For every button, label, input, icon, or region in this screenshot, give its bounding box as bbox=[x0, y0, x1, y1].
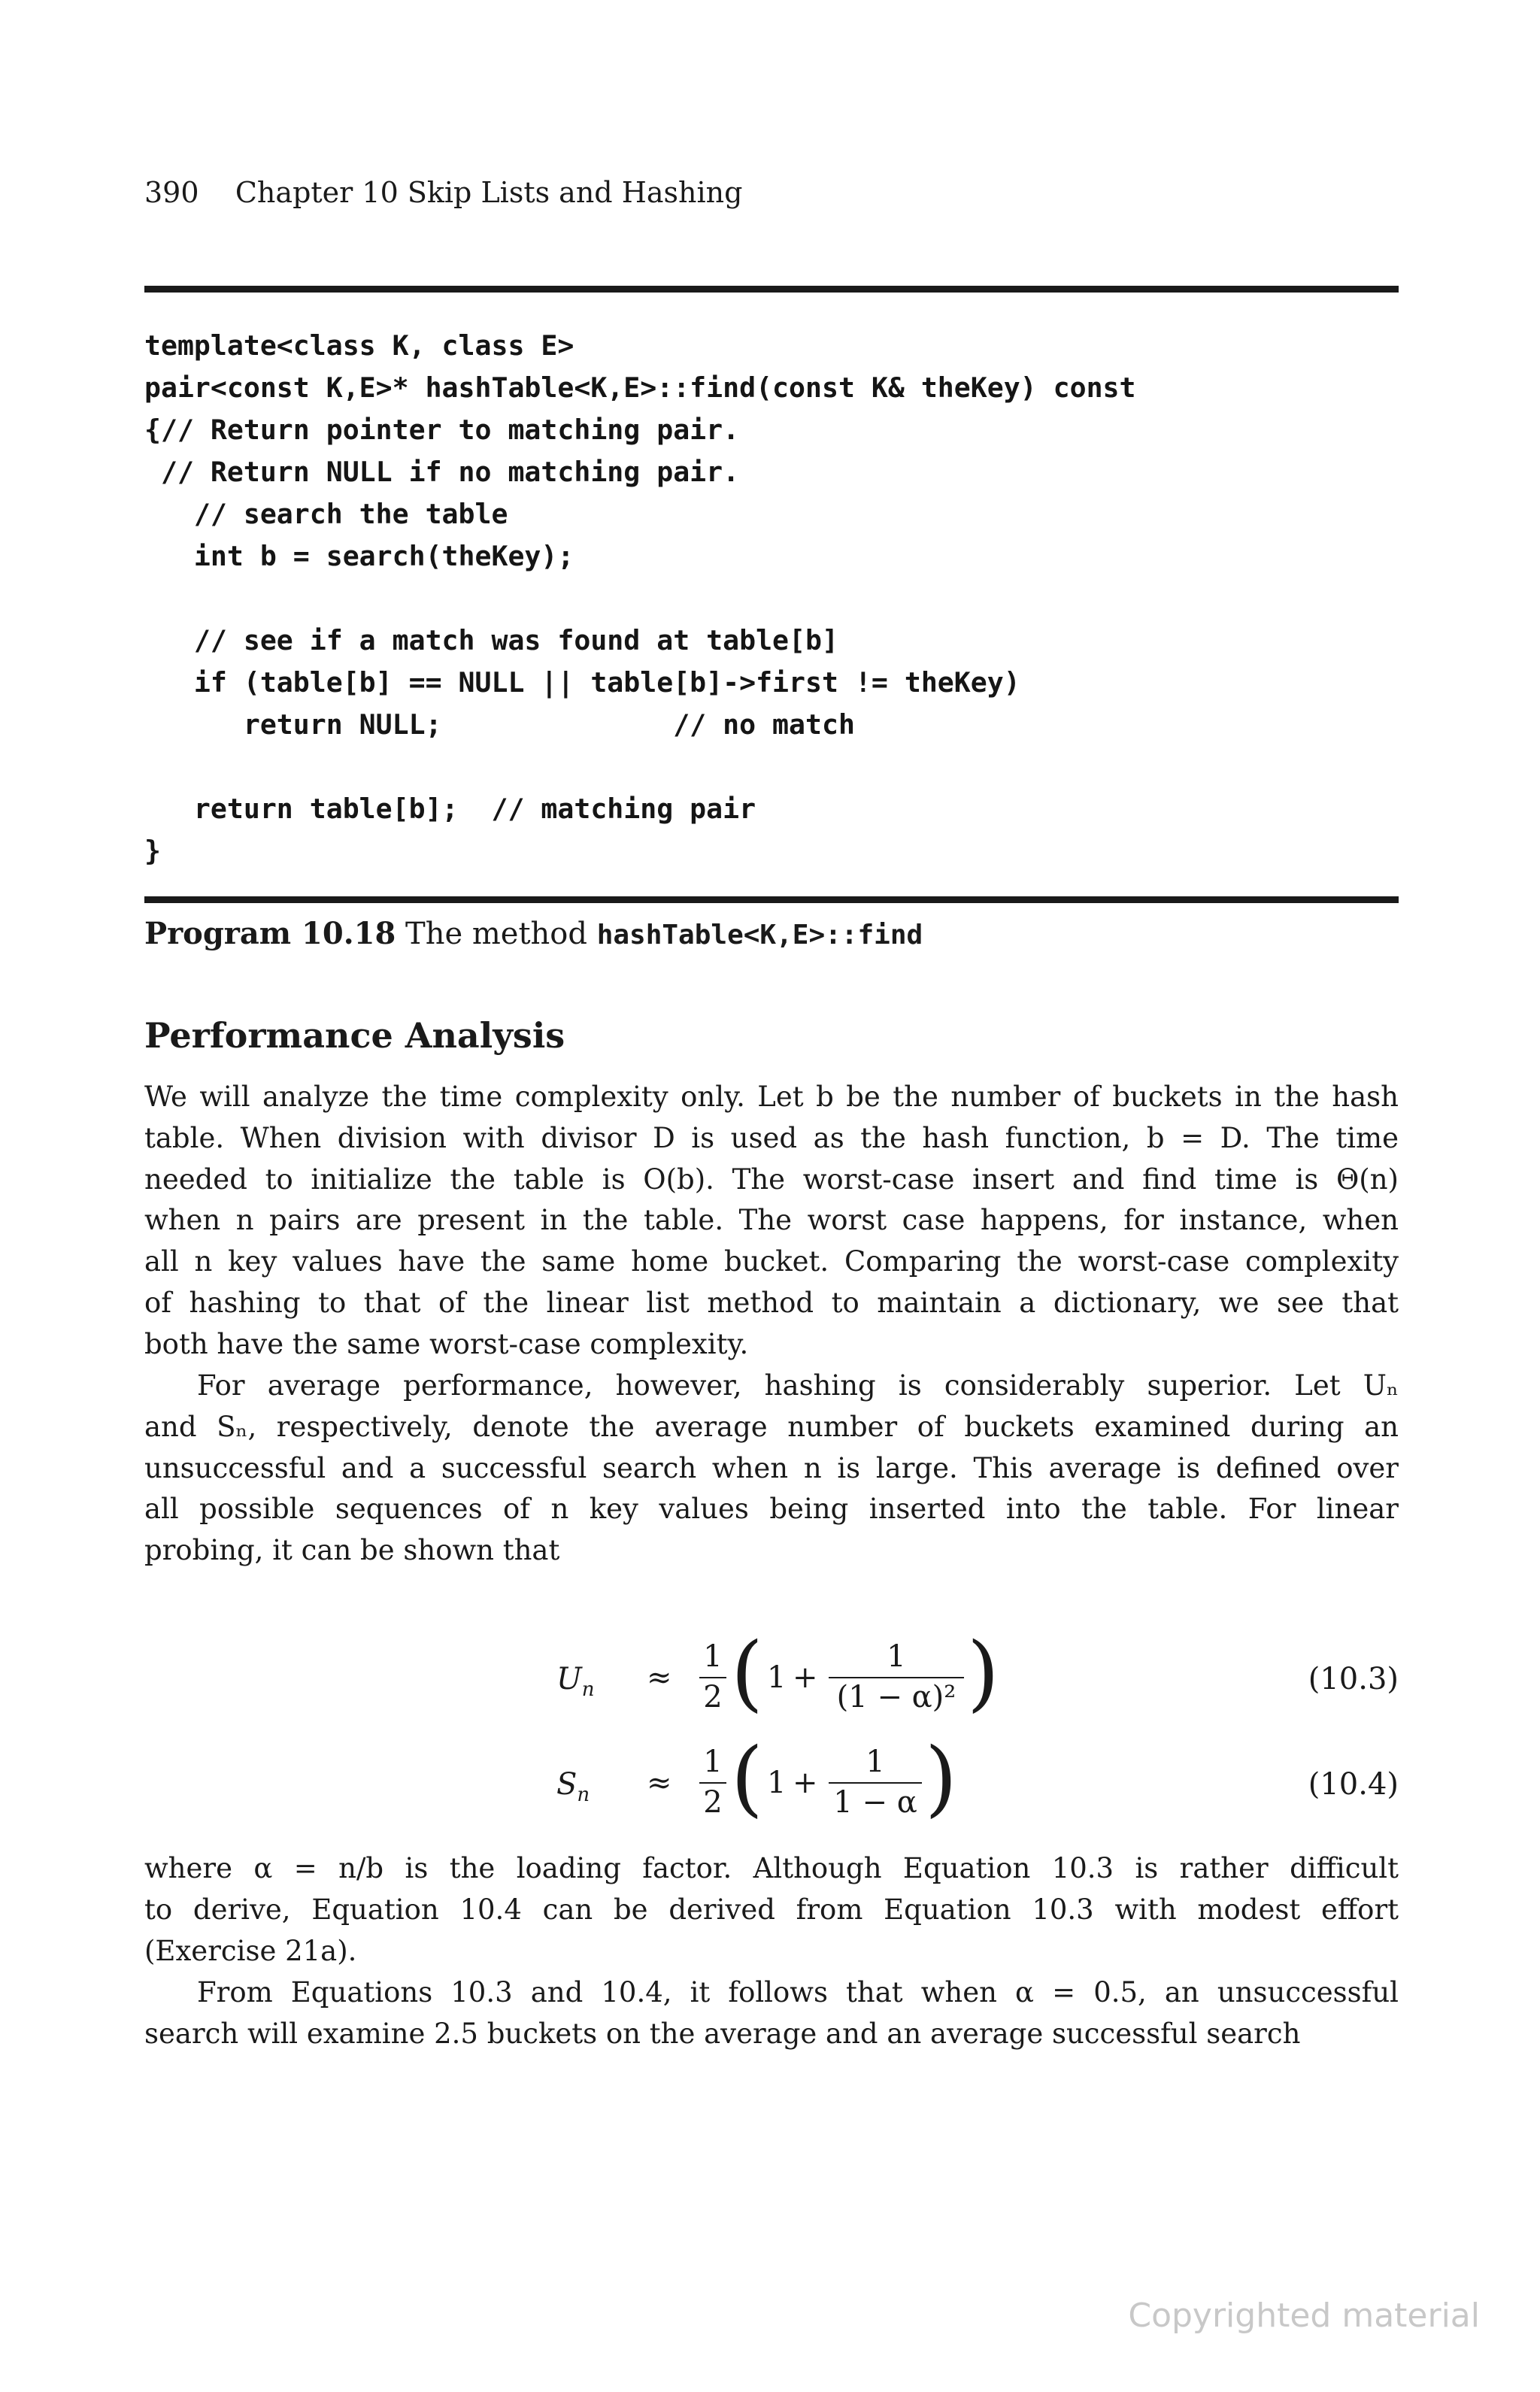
caption-code: hashTable<K,E>::find bbox=[596, 920, 923, 950]
text-line: both have the same worst-case complexity. bbox=[144, 1327, 749, 1360]
code-line: return NULL; // no match bbox=[144, 708, 855, 741]
code-listing bbox=[144, 325, 1136, 872]
program-caption bbox=[144, 916, 923, 951]
text-line: (Exercise 21a). bbox=[144, 1934, 357, 1967]
text-line: needed to initialize the table is O(b). The worst-case insert and find time is Θ(n) bbox=[144, 1163, 1399, 1196]
text-line: all possible sequences of n key values being inserted into the table. For linear bbox=[144, 1493, 1399, 1526]
text-line: We will analyze the time complexity only. Let b be the number of buckets in the hash bbox=[144, 1081, 1399, 1113]
paragraph-3 bbox=[144, 1848, 1399, 1972]
text-line: unsuccessful and a successful search when n is large. This average is defined over bbox=[144, 1451, 1399, 1484]
eq1-approx: ≈ bbox=[647, 1660, 672, 1695]
code-line: {// Return pointer to matching pair. bbox=[144, 414, 740, 446]
code-line: } bbox=[144, 835, 161, 867]
eq2-inner-fraction: $\frac{1}{1 - \alpha}$ bbox=[829, 1743, 922, 1821]
code-line bbox=[144, 578, 1136, 620]
running-title: Chapter 10 Skip Lists and Hashing bbox=[235, 176, 743, 209]
section-heading: Performance Analysis bbox=[144, 1015, 565, 1056]
equation-block bbox=[541, 1624, 1406, 1850]
code-line: int b = search(theKey); bbox=[144, 540, 574, 572]
equation-10-4: $S_n$ ≈ $\frac{1}{2}$ ( 1 + $\frac{1}{1 - \alpha}$ ) (10.4) bbox=[556, 1730, 1399, 1826]
top-rule bbox=[144, 286, 1399, 293]
text-line: probing, it can be shown that bbox=[144, 1534, 560, 1567]
text-line: and Sₙ, respectively, denote the average number of buckets examined during an bbox=[144, 1410, 1399, 1443]
bottom-rule bbox=[144, 896, 1399, 903]
code-line: // search the table bbox=[144, 498, 508, 530]
text-line: when n pairs are present in the table. The worst case happens, for instance, when bbox=[144, 1204, 1399, 1237]
eq2-number: (10.4) bbox=[1308, 1767, 1399, 1802]
code-line bbox=[144, 746, 1136, 788]
eq1-number: (10.3) bbox=[1308, 1662, 1399, 1696]
paragraph-1 bbox=[144, 1077, 1399, 1366]
equation-10-3: $U_n$ ≈ $\frac{1}{2}$ ( 1 + $\frac{1}{\text{(1 − α)²}}$ ) (10.3) bbox=[556, 1624, 1399, 1720]
eq2-lhs: $S_n$ bbox=[556, 1767, 590, 1806]
eq2-approx: ≈ bbox=[647, 1766, 672, 1800]
text-line: to derive, Equation 10.4 can be derived from Equation 10.3 with modest effort bbox=[144, 1893, 1399, 1926]
running-head bbox=[144, 176, 742, 209]
text-line: For average performance, however, hashing is considerably superior. Let Uₙ bbox=[197, 1369, 1399, 1402]
text-line: all n key values have the same home bucket. Comparing the worst-case complexity bbox=[144, 1245, 1399, 1278]
code-line: // see if a match was found at table[b] bbox=[144, 624, 838, 656]
code-line: template<class K, class E> bbox=[144, 329, 574, 362]
eq1-inner-fraction: $\frac{1}{\text{(1 − α)²}}$ bbox=[829, 1638, 964, 1716]
code-line: return table[b]; // matching pair bbox=[144, 793, 756, 825]
text-line: table. When division with divisor D is used as the hash function, b = D. The time bbox=[144, 1121, 1399, 1154]
code-line: // Return NULL if no matching pair. bbox=[144, 456, 740, 488]
eq2-half: $\frac{1}{2}$ bbox=[699, 1743, 726, 1821]
text-line: search will examine 2.5 buckets on the average and an average successful search bbox=[144, 2017, 1301, 2050]
paragraph-4 bbox=[144, 1972, 1399, 2055]
eq1-lhs: $U_n$ bbox=[556, 1662, 595, 1701]
copyright-watermark: Copyrighted material bbox=[1128, 2297, 1480, 2335]
eq1-half: $\frac{1}{2}$ bbox=[699, 1638, 726, 1716]
page-number: 390 bbox=[144, 176, 199, 209]
text-line: of hashing to that of the linear list method to maintain a dictionary, we see that bbox=[144, 1286, 1399, 1319]
paragraph-2 bbox=[144, 1366, 1399, 1572]
text-line: From Equations 10.3 and 10.4, it follows that when α = 0.5, an unsuccessful bbox=[197, 1976, 1399, 2008]
code-line: if (table[b] == NULL || table[b]->first != theKey) bbox=[144, 666, 1020, 699]
text-line: where α = n/b is the loading factor. Although Equation 10.3 is rather difficult bbox=[144, 1852, 1399, 1884]
caption-label: Program 10.18 bbox=[144, 916, 396, 951]
code-line: pair<const K,E>* hashTable<K,E>::find(const K& theKey) const bbox=[144, 371, 1136, 404]
caption-text: The method bbox=[405, 917, 587, 951]
